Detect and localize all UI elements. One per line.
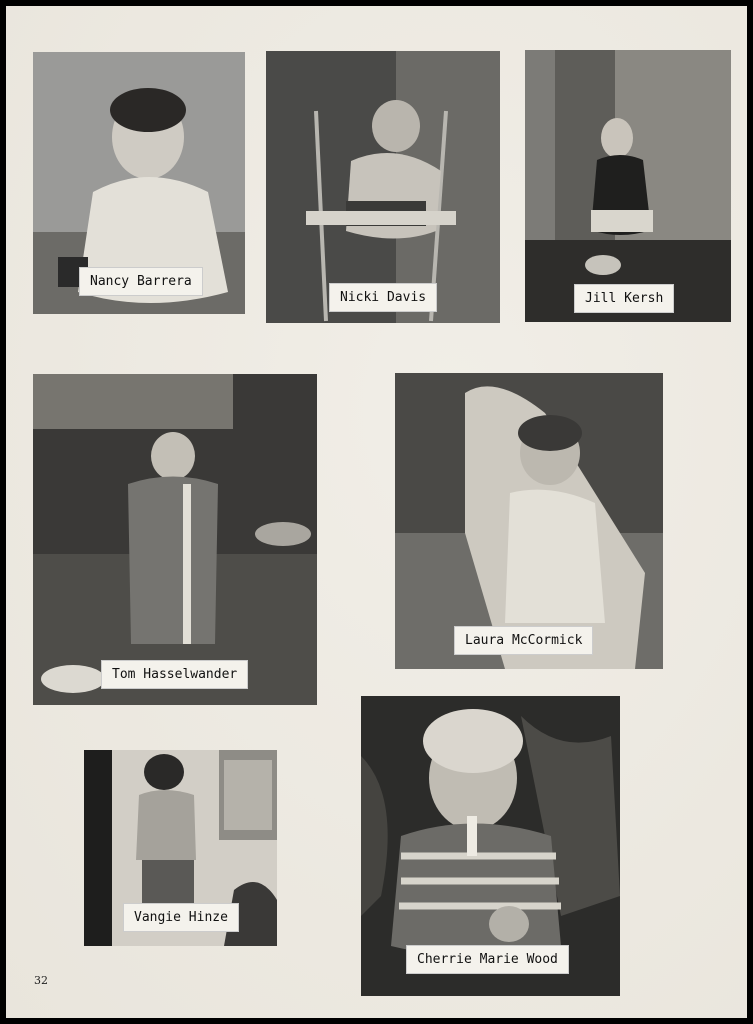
photo-cherrie-marie-wood <box>361 696 620 996</box>
photo-vangie-hinze <box>84 750 277 946</box>
caption: Laura McCormick <box>454 626 593 655</box>
caption: Nicki Davis <box>329 283 437 312</box>
caption: Nancy Barrera <box>79 267 203 296</box>
caption: Tom Hasselwander <box>101 660 248 689</box>
photo-image <box>525 50 731 322</box>
photo-image <box>33 374 317 705</box>
photo-jill-kersh <box>525 50 731 322</box>
photo-nicki-davis <box>266 51 500 323</box>
caption: Cherrie Marie Wood <box>406 945 569 974</box>
page-number: 32 <box>34 974 48 987</box>
photo-tom-hasselwander <box>33 374 317 705</box>
yearbook-page <box>6 6 747 1018</box>
photo-laura-mccormick <box>395 373 663 669</box>
photo-nancy-barrera <box>33 52 245 314</box>
caption: Vangie Hinze <box>123 903 239 932</box>
photo-image <box>395 373 663 669</box>
caption: Jill Kersh <box>574 284 674 313</box>
